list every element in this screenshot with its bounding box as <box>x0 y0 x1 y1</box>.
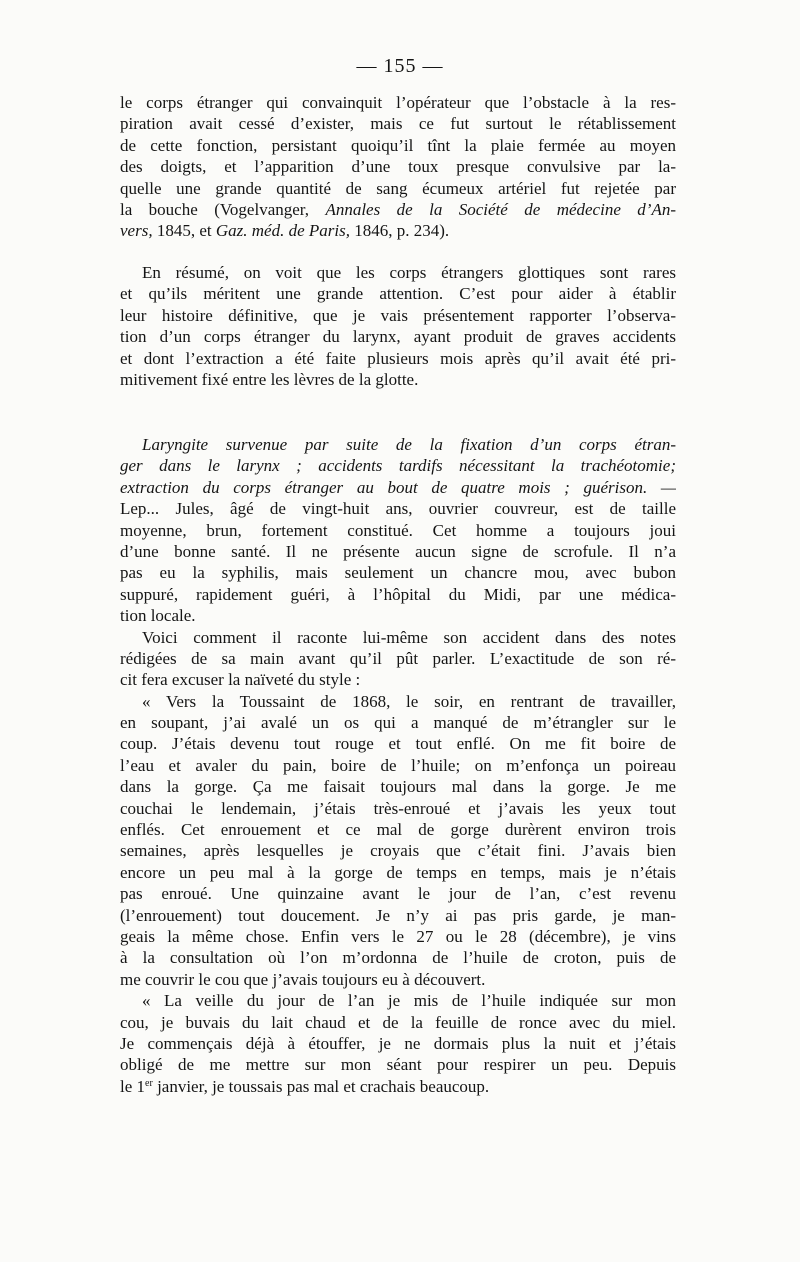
text-line: dans la gorge. Ça me faisait toujours mal dans la gorge. Je me <box>120 777 676 797</box>
text-line: piration avait cessé d’exister, mais ce fut surtout le rétablissement <box>120 114 676 134</box>
text-line-reference <box>120 199 676 220</box>
paragraph-vogelvanger-case <box>120 92 676 242</box>
text-line: « La veille du jour de l’an je mis de l’huile indiquée sur mon <box>142 991 676 1011</box>
text-line: des doigts, et l’apparition d’une toux presque convulsive par la- <box>120 157 676 177</box>
text-line: mitivement fixé entre les lèvres de la glotte. <box>120 369 419 389</box>
case-title-line: extraction du corps étranger au bout de quatre mois ; guérison. — <box>120 477 676 497</box>
text-line-reference <box>120 220 676 241</box>
text-line: cou, je buvais du lait chaud et de la feuille de ronce avec du miel. <box>120 1012 676 1032</box>
paragraph-summary <box>120 262 676 390</box>
text-line: encore un peu mal à la gorge de temps en temps, mais je n’étais <box>120 862 676 882</box>
text-line: couchai le lendemain, j’étais très-enroué et j’avais les yeux tout <box>120 798 676 818</box>
text-line: me couvrir le cou que j’avais toujours eu à découvert. <box>120 969 486 989</box>
text-line: obligé de me mettre sur mon séant pour respirer un peu. Depuis <box>120 1055 676 1075</box>
text-line: le corps étranger qui convainquit l’opérateur que l’obstacle à la res- <box>120 93 676 112</box>
text-line: Lep... Jules, âgé de vingt-huit ans, ouvrier couvreur, est de taille <box>120 499 676 519</box>
text-line: tion locale. <box>120 606 196 626</box>
text-line: semaines, après lesquelles je croyais que c’était fini. J’avais bien <box>120 841 676 861</box>
text-line: pas eu la syphilis, mais seulement un chancre mou, avec bubon <box>120 563 676 583</box>
text-line: d’une bonne santé. Il ne présente aucun signe de scrofule. Il n’a <box>120 541 676 561</box>
text-line: et qu’ils méritent une grande attention. C’est pour aider à établir <box>120 284 676 304</box>
text-line: Je commençais déjà à étouffer, je ne dormais plus la nuit et j’étais <box>120 1033 676 1053</box>
reference-text: la bouche (Vogelvanger, <box>120 199 326 219</box>
text-line: l’eau et avaler du pain, boire de l’huile; on m’enfonça un poireau <box>120 755 676 775</box>
text-fragment: le 1 <box>120 1076 146 1096</box>
reference-text: 1846, p. 234). <box>349 221 450 241</box>
text-line: tion d’un corps étranger du larynx, ayant produit de graves accidents <box>120 327 676 347</box>
page-number: — 155 — <box>356 55 444 77</box>
ordinal-superscript: er <box>145 1077 153 1089</box>
text-line: à la consultation où l’on m’ordonna de l’huile de croton, puis de <box>120 948 676 968</box>
text-line: et dont l’extraction a été faite plusieurs mois après qu’il avait été pri- <box>120 348 676 368</box>
text-line: « Vers la Toussaint de 1868, le soir, en rentrant de travailler, <box>142 691 676 711</box>
text-line: de cette fonction, persistant quoiqu’il tînt la plaie fermée au moyen <box>120 135 676 155</box>
case-observation <box>120 434 676 1097</box>
text-line-final <box>120 1076 676 1097</box>
text-line: leur histoire définitive, que je vais présentement rapporter l’observa- <box>120 305 676 325</box>
journal-title: vers, <box>120 221 153 241</box>
text-line: coup. J’étais devenu tout rouge et tout enflé. On me fit boire de <box>120 734 676 754</box>
text-line: geais la même chose. Enfin vers le 27 ou le 28 (décembre), je vins <box>120 926 676 946</box>
text-line: Voici comment il raconte lui-même son accident dans des notes <box>142 627 676 647</box>
text-fragment: janvier, je toussais pas mal et crachais beaucoup. <box>152 1076 490 1096</box>
case-title-line: ger dans le larynx ; accidents tardifs nécessitant la trachéotomie; <box>120 456 676 476</box>
text-line: suppuré, rapidement guéri, à l’hôpital du Midi, par une médica- <box>120 584 676 604</box>
journal-title: Annales de la Société de médecine d’An- <box>325 199 676 219</box>
text-line: pas enroué. Une quinzaine avant le jour de l’an, c’est revenu <box>120 884 676 904</box>
text-line: cit fera excuser la naïveté du style : <box>120 670 361 690</box>
text-line: quelle une grande quantité de sang écumeux artériel fut rejetée par <box>120 178 676 198</box>
text-line: moyenne, brun, fortement constitué. Cet homme a toujours joui <box>120 520 676 540</box>
reference-text: 1845, et <box>152 221 216 241</box>
text-line: en soupant, j’ai avalé un os qui a manqué de m’étrangler sur le <box>120 713 676 733</box>
text-line: (l’enrouement) tout doucement. Je n’y ai pas pris garde, je man- <box>120 905 676 925</box>
journal-title: Gaz. méd. de Paris, <box>215 221 350 241</box>
case-title-line: Laryngite survenue par suite de la fixation d’un corps étran- <box>142 435 676 454</box>
text-line: En résumé, on voit que les corps étrangers glottiques sont rares <box>142 263 676 282</box>
text-line: enflés. Cet enrouement et ce mal de gorge durèrent environ trois <box>120 820 676 840</box>
text-line: rédigées de sa main avant qu’il pût parler. L’exactitude de son ré- <box>120 648 676 668</box>
